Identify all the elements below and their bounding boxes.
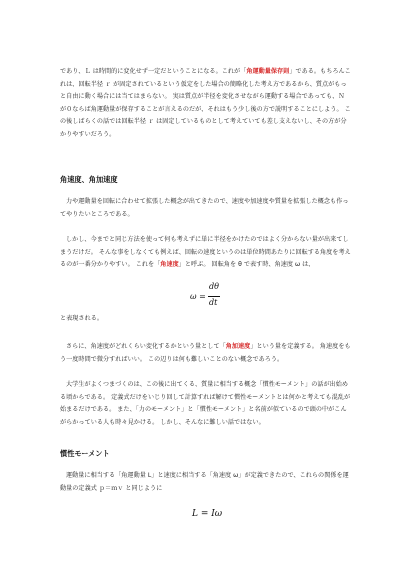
paragraph-text: しかし、今までと同じ方法を使って何も考えずに単に半径をかけたのではよく分からない量が出来てしまうだけだ。 そんな事をしなくても例えば、回転の速度というのは単位時間あたりに回転する角度を考えるのが一番分かりやすい。 これを「	[60, 236, 351, 269]
equation-numerator: dθ	[209, 282, 219, 291]
highlight-term: 角速度	[160, 261, 179, 269]
equation-denominator: dt	[209, 298, 218, 307]
paragraph-momentum-analogy: 運動量に相当する「角運動量 L」と速度に相当する「角速度 ω」が定義できたので、これらの関係を運動量の定義式 ｐ＝ｍｖ と同じように	[60, 472, 349, 492]
paragraph-text: であり、Ｌ は時間的に変化せず一定だということになる。これが「	[60, 68, 247, 75]
highlight-term: 角加速度	[225, 343, 251, 350]
equation-angular-velocity	[190, 282, 230, 312]
section-heading-angular-velocity: 角速度、角加速度	[60, 175, 118, 184]
paragraph-angular-acceleration	[60, 341, 352, 366]
paragraph-text: さらに、角速度がどれくらい変化するかという量として「	[66, 343, 226, 350]
paragraph-text: 」という量を定義する。 角速度をもう一度時間で微分すればいい。 この辺りは何も難しいことのない概念であろう。	[60, 343, 351, 363]
equation-angular-momentum: L = Iω	[192, 509, 223, 519]
highlight-term: 角運動量保存則	[246, 68, 290, 75]
paragraph-moment-of-inertia-intro: 大学生がよくつまづくのは、この後に出てくる、質量に相当する概念「慣性モーメント」の話が出始める頃からである。 定義式だけをいじり回して計算すれば解けて慣性モーメントとは何かと考えても混乱が始まるだけである。 また、「力のモーメント」と「慣性モーメント」と名前が似ているので頭の中がこんがらかっている人も時々見かける。 しかし、そんなに難しい話ではない。	[60, 381, 351, 426]
paragraph-intro-extension: 力や運動量を回転に合わせて拡張した概念が出てきたので、速度や加速度や質量を拡張した概念も作ってやりたいところである。	[60, 198, 349, 218]
section-heading-moment-of-inertia: 慣性モーメント	[60, 449, 110, 458]
equation-lhs: ω =	[190, 292, 206, 301]
paragraph-text: 」と呼ぶ。 回転角を θ で表す時、角速度 ω は、	[178, 261, 315, 269]
paragraph-angular-velocity-definition	[60, 234, 352, 272]
paragraph-angular-momentum-conservation	[60, 66, 352, 142]
fraction-bar	[208, 296, 220, 297]
paragraph-text: 」である。もちろんこれは、回転半径 ｒ が固定されているという仮定をした場合の簡略化した考え方であるから、質点がもっと自由に動く場合には当てはまらない。 実は質点が半径を変化させながら運動する場合であっても、Ｎ が０ならば角運動量が保存することが言えるのだが、それはもう少し後の方で説明することにしよう。 この後しばらくの話では回転半径 ｒ は固定しているものとして考えていても差し支えないし、その方が分かりやすいだろう。	[60, 68, 351, 138]
paragraph-expressed: と表現される。	[60, 315, 104, 322]
